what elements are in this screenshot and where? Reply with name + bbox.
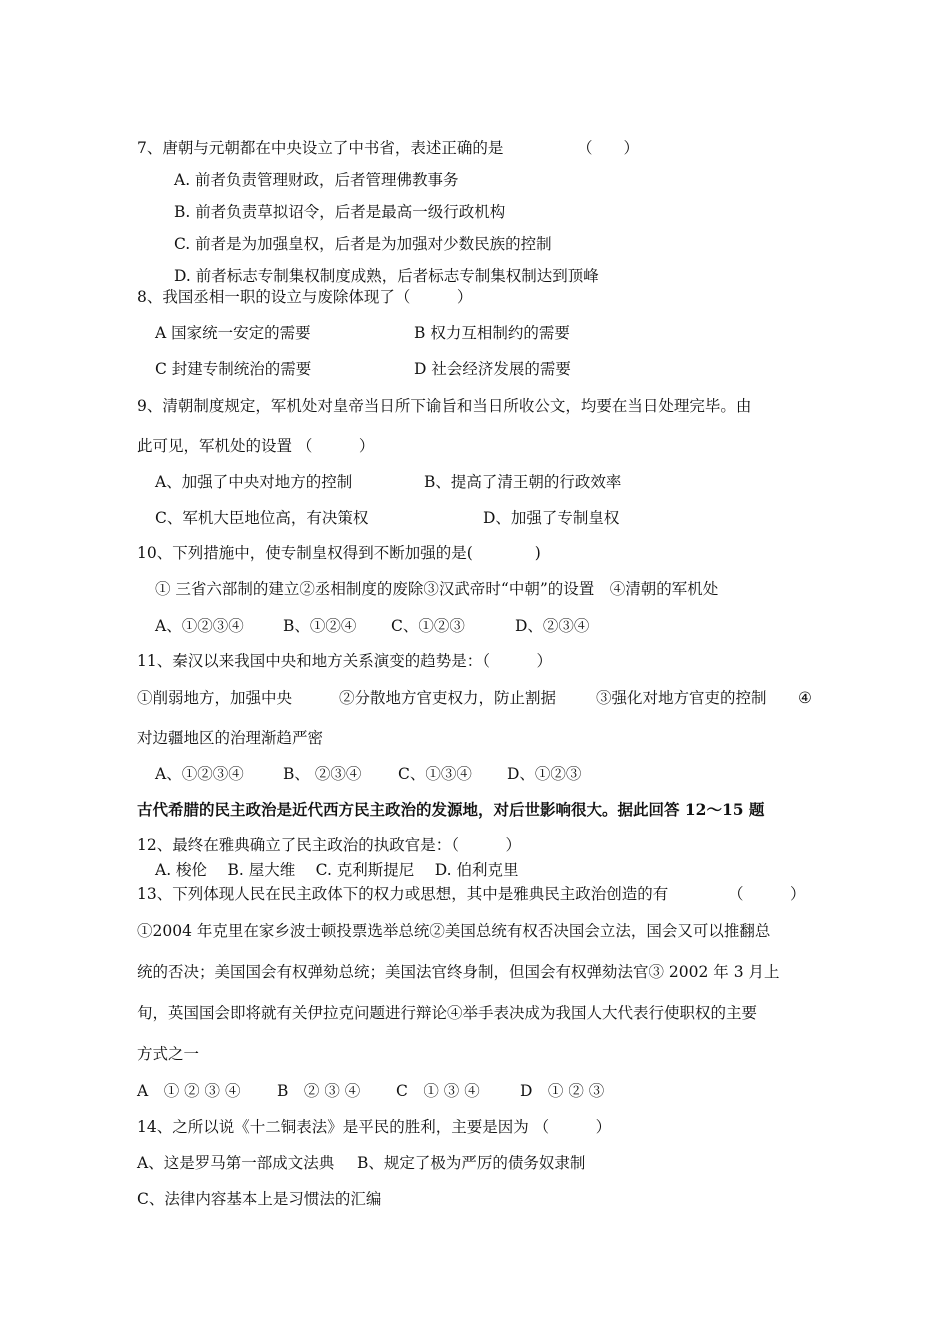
q14-option-c: C、法律内容基本上是习惯法的汇编: [137, 1190, 382, 1208]
q13-stem: 13、下列体现人民在民主政体下的权力或思想，其中是雅典民主政治创造的有: [137, 885, 669, 903]
q9-option-a: A、加强了中央对地方的控制: [155, 473, 353, 491]
q10-option-c: C、①②③: [391, 617, 465, 635]
q13-line-3: 旬，英国国会即将就有关伊拉克问题进行辩论④举手表决成为我国人大代表行使职权的主要: [137, 1004, 758, 1022]
q10-option-d: D、②③④: [515, 617, 590, 635]
q12-stem: 12、最终在雅典确立了民主政治的执政官是：（ ）: [137, 836, 521, 854]
q11-item-3: ③强化对地方官吏的控制: [596, 689, 767, 707]
q11-item-1: ①削弱地方，加强中央: [137, 689, 293, 707]
q14-option-a: A、这是罗马第一部成文法典: [137, 1154, 335, 1172]
q9-stem-line1: 9、清朝制度规定，军机处对皇帝当日所下谕旨和当日所收公文，均要在当日处理完毕。由: [137, 397, 752, 415]
q7-option-b: B. 前者负责草拟诏令，后者是最高一级行政机构: [174, 203, 506, 221]
q9-option-c: C、军机大臣地位高，有决策权: [155, 509, 369, 527]
q13-option-b: B ② ③ ④: [277, 1082, 361, 1100]
q11-option-a: A、①②③④: [155, 765, 244, 783]
q13-line-1: ①2004 年克里在家乡波士顿投票选举总统②美国总统有权否决国会立法，国会又可以推翻总: [137, 922, 771, 940]
q8-stem: 8、我国丞相一职的设立与废除体现了（ ）: [137, 288, 473, 306]
q8-option-a: A 国家统一安定的需要: [155, 324, 311, 342]
q7-option-d: D. 前者标志专制集权制度成熟，后者标志专制集权制达到顶峰: [174, 267, 599, 285]
q10-items: ① 三省六部制的建立②丞相制度的废除③汉武帝时“中朝”的设置 ④清朝的军机处: [155, 580, 719, 598]
q8-option-b: B 权力互相制约的需要: [414, 324, 570, 342]
q11-option-b: B、 ②③④: [283, 765, 362, 783]
q13-line-2: 统的否决；美国国会有权弹劾总统；美国法官终身制，但国会有权弹劾法官③ 2002 年 3 月上: [137, 963, 780, 981]
q11-option-c: C、①③④: [398, 765, 472, 783]
q8-option-c: C 封建专制统治的需要: [155, 360, 312, 378]
q7-option-a: A. 前者负责管理财政，后者管理佛教事务: [174, 171, 459, 189]
q11-item-4-text: 对边疆地区的治理渐趋严密: [137, 729, 324, 747]
q13-line-4: 方式之一: [137, 1045, 200, 1063]
q13-answer-paren: （ ）: [728, 885, 806, 903]
q13-option-d: D ① ② ③: [520, 1082, 605, 1100]
q11-option-d: D、①②③: [507, 765, 582, 783]
q11-item-2: ②分散地方官吏权力，防止割据: [339, 689, 557, 707]
q9-stem-line2: 此可见，军机处的设置 （ ）: [137, 437, 375, 455]
q14-stem: 14、之所以说《十二铜表法》是平民的胜利，主要是因为 （ ）: [137, 1118, 612, 1136]
q13-option-a: A ① ② ③ ④: [137, 1082, 241, 1100]
q10-stem: 10、下列措施中，使专制皇权得到不断加强的是( ): [137, 544, 541, 562]
q13-option-c: C ① ③ ④: [396, 1082, 480, 1100]
q8-option-d: D 社会经济发展的需要: [414, 360, 571, 378]
q10-option-b: B、①②④: [283, 617, 357, 635]
q7-option-c: C. 前者是为加强皇权，后者是为加强对少数民族的控制: [174, 235, 552, 253]
q14-option-b: B、规定了极为严厉的债务奴隶制: [357, 1154, 586, 1172]
q9-option-b: B、提高了清王朝的行政效率: [424, 473, 622, 491]
q7-answer-paren: （ ）: [577, 139, 640, 157]
q12-options: A. 梭伦 B. 屋大维 C. 克利斯提尼 D. 伯利克里: [155, 861, 519, 879]
q11-item-4: ④: [798, 689, 812, 707]
q10-option-a: A、①②③④: [155, 617, 244, 635]
section-heading: 古代希腊的民主政治是近代西方民主政治的发源地，对后世影响很大。据此回答 12～15 题: [137, 800, 765, 819]
q7-stem: 7、唐朝与元朝都在中央设立了中书省，表述正确的是: [137, 139, 504, 157]
q11-stem: 11、秦汉以来我国中央和地方关系演变的趋势是：（ ）: [137, 652, 552, 670]
q9-option-d: D、加强了专制皇权: [483, 509, 620, 527]
